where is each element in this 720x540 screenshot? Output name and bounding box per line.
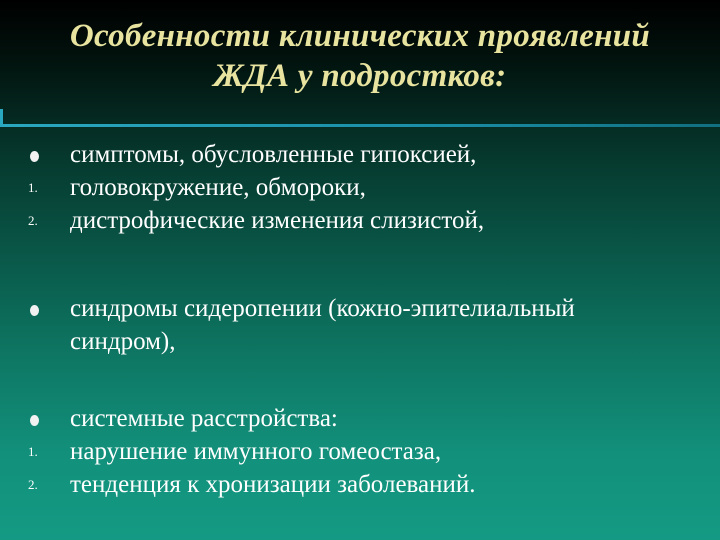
slide-title-line-2: ЖДА у подростков:: [213, 58, 507, 94]
list-item-text: дистрофические изменения слизистой,: [70, 207, 485, 234]
list-item-text: тенденция к хронизации заболеваний.: [70, 471, 476, 498]
list-item-chronic: [0, 469, 720, 501]
list-item-dizziness: [0, 172, 720, 204]
list-item-sideropenia: [0, 293, 720, 325]
list-item-text: симптомы, обусловленные гипоксией,: [70, 141, 477, 168]
list-item-sideropenia-cont: [0, 326, 720, 358]
list-item-dystrophic: [0, 205, 720, 237]
list-number: 2.: [28, 213, 38, 228]
list-number: 1.: [28, 180, 38, 195]
list-item-text: нарушение иммунного гомеостаза,: [70, 438, 442, 465]
list-item-text: синдром),: [70, 328, 176, 355]
bullet-dot-icon: [30, 305, 39, 316]
bullet-dot-icon: [30, 151, 39, 162]
list-item-text: синдромы сидеропении (кожно-эпителиальный: [70, 295, 575, 322]
list-item-text: головокружение, обмороки,: [70, 174, 366, 201]
list-number: 1.: [28, 444, 38, 459]
bullet-dot-icon: [30, 415, 39, 426]
list-number: 2.: [28, 477, 38, 492]
list-item-immune: [0, 436, 720, 468]
list-item-text: системные расстройства:: [70, 405, 338, 432]
slide-title-line-1: Особенности клинических проявлений: [69, 18, 651, 54]
list-item-symptoms: [0, 139, 720, 171]
list-item-systemic: [0, 403, 720, 435]
